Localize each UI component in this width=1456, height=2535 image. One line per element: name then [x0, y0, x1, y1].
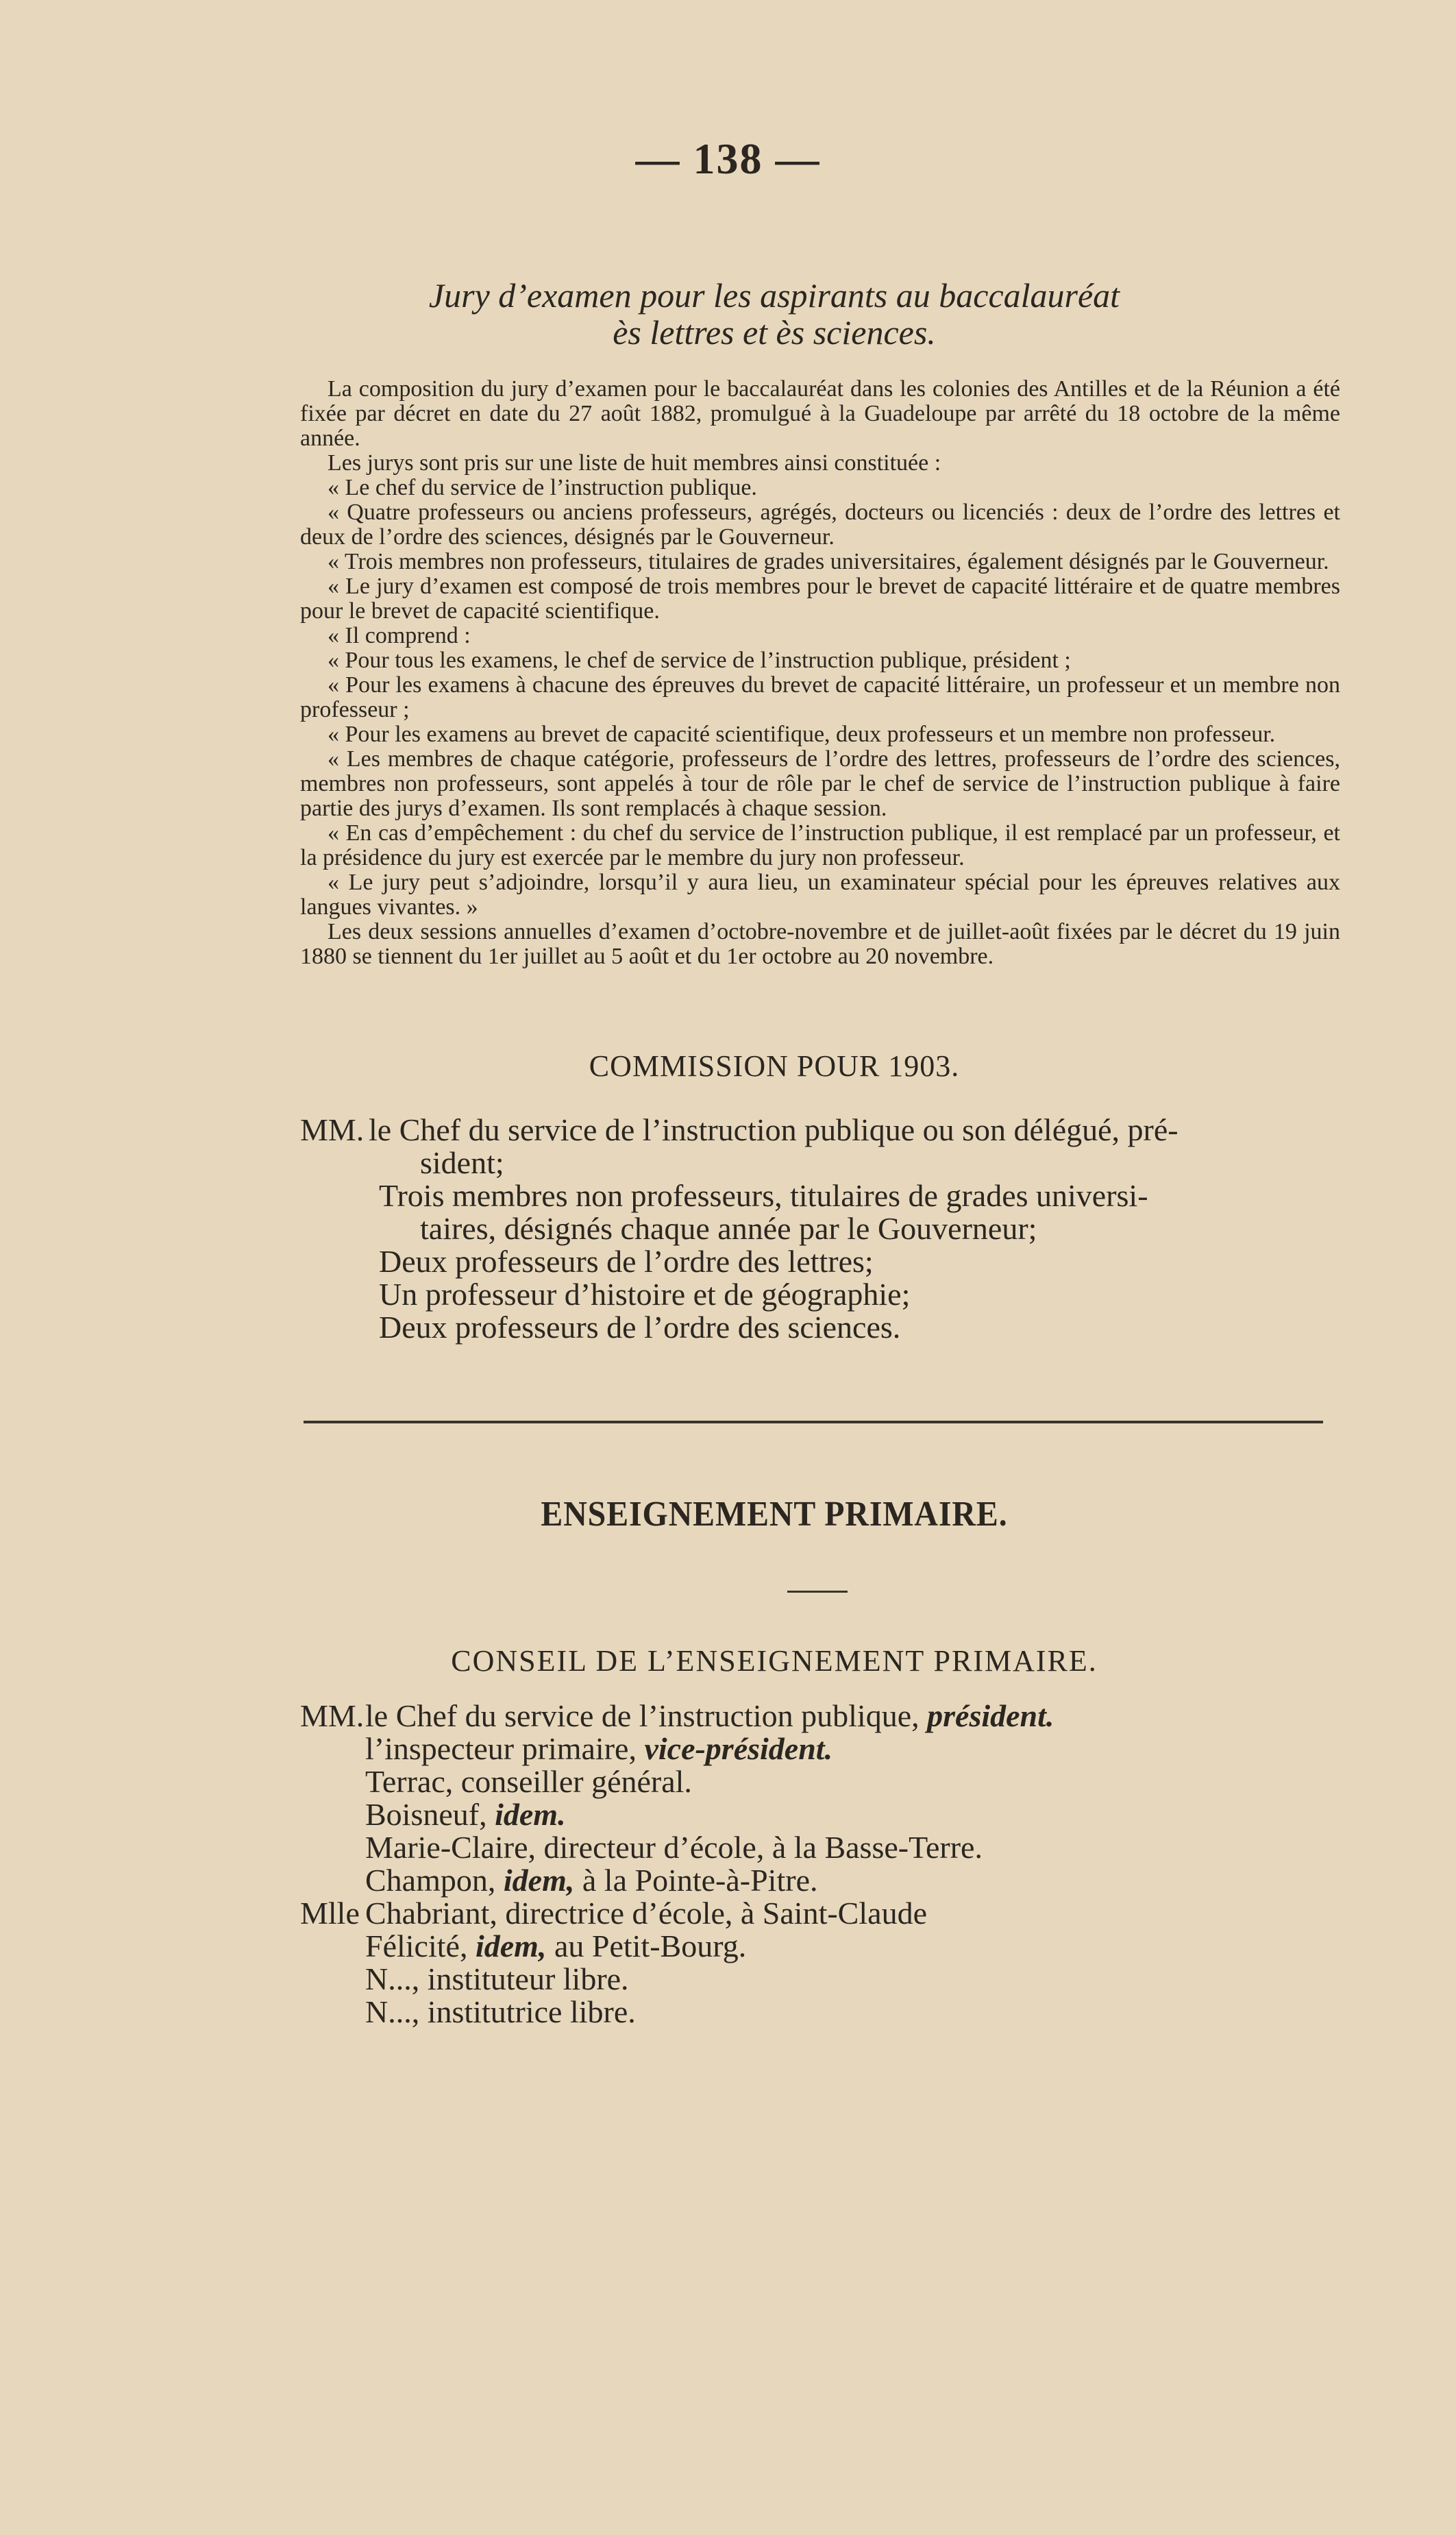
member-line: le Chef du service de l’instruction publique, président. — [365, 1698, 1054, 1733]
conseil-members — [300, 1700, 1355, 2029]
member-line: N..., instituteur libre. — [365, 1961, 629, 1996]
mlle-label: Mlle — [300, 1896, 360, 1931]
paragraph: « Pour les examens à chacune des épreuves du brevet de capacité littéraire, un professeur et un membre non professeur ; — [300, 672, 1340, 722]
list-item — [300, 1147, 1355, 1179]
paragraph: « Trois membres non professeurs, titulaires de grades universitaires, également désignés par le Gouverneur. — [328, 549, 1329, 574]
member-line: taires, désignés chaque année par le Gouverneur; — [420, 1211, 1037, 1246]
member-line: Un professeur d’histoire et de géographie; — [379, 1277, 911, 1312]
member-line: sident; — [420, 1145, 504, 1180]
member-line: Terrac, conseiller général. — [365, 1764, 692, 1799]
member-line: Boisneuf, idem. — [365, 1797, 566, 1832]
list-item — [300, 1700, 1355, 1732]
paragraph: « Le jury d’examen est composé de trois membres pour le brevet de capacité littéraire et de quatre membres pour le brevet de capacité scientifique. — [300, 574, 1340, 624]
member-line: Marie-Claire, directeur d’école, à la Basse-Terre. — [365, 1830, 983, 1865]
member-line: le Chef du service de l’instruction publique ou son délégué, pré- — [369, 1112, 1179, 1147]
section-title-line2: ès lettres et ès sciences. — [613, 313, 936, 352]
mm-label: MM. — [300, 1112, 365, 1147]
paragraph: Les deux sessions annuelles d’examen d’octobre-novembre et de juillet-août fixées par le décret du 19 juin 1880 se tiennent du 1er juillet au 5 août et du 1er octobre au 20 novembre. — [300, 919, 1340, 969]
member-line: Chabriant, directrice d’école, à Saint-Claude — [365, 1896, 927, 1931]
list-item — [300, 1963, 1355, 1996]
commission-heading: COMMISSION POUR 1903. — [589, 1049, 960, 1083]
list-item — [300, 1798, 1355, 1831]
paragraph: Les jurys sont pris sur une liste de huit membres ainsi constituée : — [328, 450, 941, 476]
enseignement-heading: ENSEIGNEMENT PRIMAIRE. — [541, 1495, 1008, 1534]
paragraph: « Les membres de chaque catégorie, professeurs de l’ordre des lettres, professeurs de l’ordre des sciences, membres non professeurs, sont appelés à tour de rôle par le chef de service de l’instruction publique à faire partie des jurys d’examen. Ils sont remplacés à chaque session. — [300, 746, 1340, 821]
list-item — [300, 1278, 1355, 1311]
paragraph: « Le chef du service de l’instruction publique. — [328, 475, 757, 500]
member-line: l’inspecteur primaire, vice-président. — [365, 1731, 833, 1766]
paragraph: « En cas d’empêchement : du chef du service de l’instruction publique, il est remplacé par un professeur, et la présidence du jury est exercée par le membre du jury non professeur. — [300, 820, 1340, 870]
regulation-text — [300, 377, 1340, 969]
list-item — [300, 1114, 1355, 1147]
list-item — [300, 1864, 1355, 1897]
list-item — [300, 1732, 1355, 1765]
mm-label: MM. — [300, 1698, 365, 1733]
member-line: Trois membres non professeurs, titulaires de grades universi- — [379, 1178, 1148, 1213]
list-item — [300, 1831, 1355, 1864]
member-line: N..., institutrice libre. — [365, 1994, 636, 2029]
list-item — [300, 1245, 1355, 1278]
list-item — [300, 1930, 1355, 1963]
section-divider — [304, 1421, 1323, 1423]
list-item — [300, 1179, 1355, 1212]
member-line: Deux professeurs de l’ordre des sciences. — [379, 1310, 901, 1345]
list-item — [300, 1897, 1355, 1930]
paragraph: « Il comprend : — [328, 623, 471, 648]
section-title-line1: Jury d’examen pour les aspirants au baccalauréat — [428, 276, 1120, 315]
paragraph: La composition du jury d’examen pour le baccalauréat dans les colonies des Antilles et de la Réunion a été fixée par décret en date du 27 août 1882, promulgué à la Guadeloupe par arrêté du 18 octobre de la même année. — [300, 376, 1340, 451]
list-item — [300, 1212, 1355, 1245]
list-item — [300, 1996, 1355, 2029]
member-line: Félicité, idem, au Petit-Bourg. — [365, 1928, 747, 1963]
short-divider — [787, 1591, 848, 1593]
member-line: Champon, idem, à la Pointe-à-Pitre. — [365, 1863, 818, 1898]
paragraph: « Le jury peut s’adjoindre, lorsqu’il y aura lieu, un examinateur spécial pour les épreuves relatives aux langues vivantes. » — [300, 870, 1340, 920]
paragraph: « Quatre professeurs ou anciens professeurs, agrégés, docteurs ou licenciés : deux de l’ordre des lettres et deux de l’ordre des sciences, désignés par le Gouverneur. — [300, 500, 1340, 550]
conseil-heading: CONSEIL DE L’ENSEIGNEMENT PRIMAIRE. — [451, 1644, 1098, 1678]
page-number: — 138 — — [635, 134, 821, 183]
paragraph: « Pour tous les examens, le chef de service de l’instruction publique, président ; — [328, 648, 1071, 673]
paragraph: « Pour les examens au brevet de capacité scientifique, deux professeurs et un membre non professeur. — [328, 722, 1276, 747]
member-line: Deux professeurs de l’ordre des lettres; — [379, 1244, 874, 1279]
commission-members — [300, 1114, 1355, 1344]
list-item — [300, 1765, 1355, 1798]
list-item — [300, 1311, 1355, 1344]
